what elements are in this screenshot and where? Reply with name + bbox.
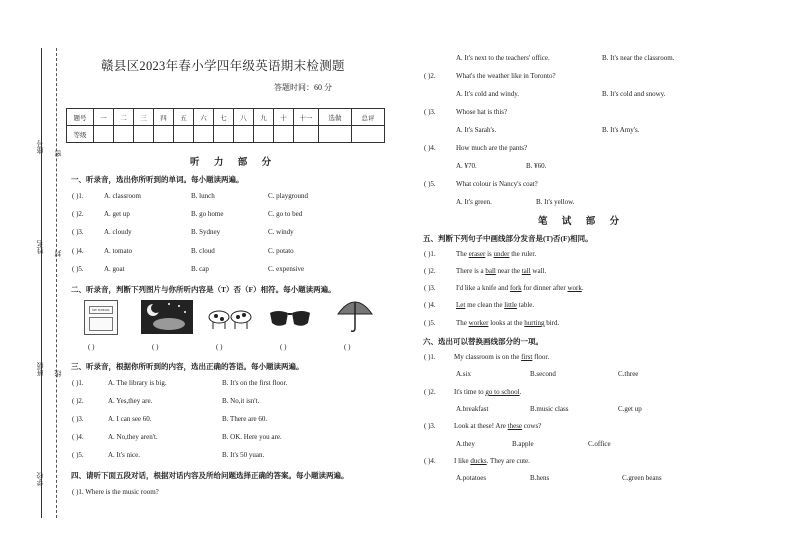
section1-heading: 一、听录音，选出你所听到的单词。每小题读两遍。 [71,175,244,184]
item-number: ( )2. [72,210,84,218]
option-a: A. It's cold and windy. [456,90,520,98]
score-cell: 七 [214,109,234,126]
time-limit: 答题时间：60 分 [274,83,332,92]
seal-line [56,48,57,518]
option-b: B. There are 60. [222,415,268,423]
score-cell: 总评 [352,109,385,126]
underlined-word: ball [485,267,496,275]
item-number: ( )4. [424,457,436,465]
option-c: C.green beans [622,474,662,482]
option-b: B. It's cold and snowy. [602,90,666,98]
option-b: B. It's Amy's. [602,126,640,134]
option-a: A. It's green. [456,198,492,206]
option-b: B. OK. Here you are. [222,433,282,441]
margin-label-class: 班级 [36,362,44,376]
margin-line [41,48,42,518]
sentence [456,285,584,292]
text: My classroom is on the [454,353,522,361]
text: me clean the [465,301,505,309]
underlined-word: Let [456,301,466,309]
item-number: ( )2. [424,267,436,275]
text: The [456,319,469,327]
option-b: B. go home [191,210,224,218]
question-text: What colour is Nancy's coat? [456,180,538,188]
option-a: A. It's nice. [108,451,140,459]
score-cell: 题号 [67,109,94,126]
text: floor. [532,353,550,361]
underlined-word: little [504,301,518,309]
item-number: ( )3. [72,415,84,423]
score-input-cell[interactable] [134,126,154,143]
option-a: A. The library is big. [108,379,167,387]
item-number: ( )3. [72,228,84,236]
section6-heading: 六、选出可以替换画线部分的一项。 [423,337,543,346]
text: for dinner after [521,284,568,292]
text: It's time to [454,388,486,396]
board-frame [89,317,113,331]
option-a: A. cloudy [104,228,132,236]
score-input-cell[interactable] [352,126,385,143]
option-a: A. goat [104,265,125,273]
score-cell: 二 [114,109,134,126]
underlined-word: worker [468,319,489,327]
option-a: A.they [456,440,475,448]
sentence [454,423,541,430]
option-b: B. Sydney [191,228,221,236]
score-grade-row [67,126,385,143]
option-a: A. get up [104,210,130,218]
underlined-word: eraser [468,250,486,258]
text: table. [517,301,535,309]
option-c: C.office [588,440,611,448]
text: cows? [522,422,542,430]
option-b: B. It's yellow. [536,198,575,206]
item-number: ( )3. [424,422,436,430]
option-c: C. expensive [268,265,305,273]
option-b: B.hens [530,474,550,482]
text: the ruler. [509,250,537,258]
answer-bracket[interactable]: ( ) [344,343,351,351]
score-cell: 十 [274,109,294,126]
score-cell: 十一 [294,109,319,126]
option-b: B. It's on the first floor. [222,379,288,387]
option-c: C. go to bed [268,210,303,218]
question-1: ( )1. Where is the music room? [72,488,159,496]
margin-label-number: 座号 [36,140,44,154]
item-number: ( )4. [72,433,84,441]
section4-heading: 四、请听下面五段对话，根据对话内容及所给问题选择正确的答案。每小题读两遍。 [71,471,349,480]
option-b: B. No,it isn't. [222,397,260,405]
sentence [456,320,559,327]
option-b: B. ¥60. [526,162,547,170]
score-input-cell[interactable] [274,126,294,143]
written-section-title: 笔 试 部 分 [538,217,626,227]
underlined-phrase: go to school [485,388,520,396]
section2-heading: 二、听录音，判断下列图片与你所听内容是（T）否（F）相符。每小题读两遍。 [71,285,336,294]
item-number: ( )3. [424,108,436,116]
score-cell: 六 [194,109,214,126]
answer-bracket[interactable]: ( ) [280,343,287,351]
option-b: B. cloud [191,247,215,255]
score-cell: 五 [174,109,194,126]
score-input-cell[interactable] [294,126,319,143]
question-text: How much are the pants? [456,144,528,152]
text: I'd like a knife and [456,284,510,292]
option-a: A.six [456,370,471,378]
score-cell: 选做 [319,109,352,126]
option-c: C. windy [268,228,294,236]
option-c: C.three [618,370,639,378]
item-number: ( )4. [424,144,436,152]
sentence [456,302,534,309]
text: The [456,250,469,258]
option-b: B.second [530,370,556,378]
score-cell: 等级 [67,126,94,143]
text: . [581,284,584,292]
item-number: ( )1. [72,379,84,387]
item-number: ( )4. [424,301,436,309]
option-b: B. It's near the classroom. [602,54,675,62]
score-input-cell[interactable] [154,126,174,143]
underlined-word: fork [509,284,522,292]
sentence [454,389,521,396]
margin-label-school: 学校 [36,472,44,486]
item-number: ( )5. [424,319,436,327]
option-c: C. playground [268,192,309,200]
option-c: C.get up [618,405,642,413]
item-number: ( )1. [72,192,84,200]
sentence [456,268,546,275]
option-a: A.potatoes [456,474,487,482]
option-a: A. classroom [104,192,141,200]
text: There is a [456,267,486,275]
option-a: A. ¥70. [456,162,477,170]
score-cell: 三 [134,109,154,126]
score-input-cell[interactable] [174,126,194,143]
option-a: A. I can see 60. [108,415,152,423]
section5-heading: 五、判断下列句子中画线部分发音是(T)否(F)相同。 [423,234,593,243]
score-header-row [67,109,385,126]
answer-bracket[interactable]: ( ) [152,343,159,351]
score-input-cell[interactable] [214,126,234,143]
sentence [454,458,530,465]
answer-bracket[interactable]: ( ) [88,343,95,351]
page-title: 赣县区2023年春小学四年级英语期末检测题 [101,59,345,73]
seal-mi: 密 [54,150,62,157]
text: looks at the [488,319,525,327]
item-number: ( )2. [424,388,436,396]
underlined-word: work [567,284,582,292]
underlined-word: under [493,250,510,258]
underlined-phrase: first [521,353,533,361]
text: near the [495,267,522,275]
item-number: ( )5. [72,265,84,273]
score-input-cell[interactable] [114,126,134,143]
text: bird. [544,319,560,327]
option-a: A. tomato [104,247,132,255]
option-a: A. It's Sarah's. [456,126,497,134]
item-number: ( )4. [72,247,84,255]
seal-feng: 封 [54,250,62,257]
item-number: ( )5. [424,180,436,188]
question-text: What's the weather like in Toronto? [456,72,556,80]
item-number: ( )5. [72,451,84,459]
item-number: ( )2. [424,72,436,80]
sentence [454,354,549,361]
answer-bracket[interactable]: ( ) [216,343,223,351]
seal-xian: 线 [54,370,62,377]
text: wall. [530,267,547,275]
option-a: A. It's next to the teachers' office. [456,54,550,62]
option-a: A.breakfast [456,405,489,413]
board-label: MY SCHOOL [89,306,113,314]
score-input-cell[interactable] [234,126,254,143]
underlined-phrase: ducks [470,457,487,465]
score-input-cell[interactable] [94,126,114,143]
score-input-cell[interactable] [254,126,274,143]
score-cell: 四 [154,109,174,126]
score-input-cell[interactable] [194,126,214,143]
underlined-word: tall [521,267,531,275]
score-table [66,108,385,143]
option-b: B.apple [512,440,534,448]
binding-margin [0,0,62,550]
question-text: Whose hat is this? [456,108,508,116]
section3-heading: 三、听录音，根据你所听到的内容，选出正确的答语。每小题读两遍。 [71,362,304,371]
night-sky-picture [139,298,195,336]
item-number: ( )3. [424,284,436,292]
item-number: ( )1. [424,353,436,361]
text: . They are cute. [486,457,530,465]
option-b: B. lunch [191,192,215,200]
score-cell: 一 [94,109,114,126]
score-cell: 九 [254,109,274,126]
umbrella-picture [334,294,376,334]
listening-section-title: 听 力 部 分 [190,158,278,168]
score-input-cell[interactable] [319,126,352,143]
sentence [456,251,536,258]
score-cell: 八 [234,109,254,126]
option-b: B.music class [530,405,569,413]
item-number: ( )1. [424,250,436,258]
school-board-picture [84,300,118,335]
text: Look at these! Are [454,422,508,430]
option-a: A. Yes,they are. [108,397,153,405]
item-number: ( )2. [72,397,84,405]
underlined-word: hurting [524,319,545,327]
underlined-phrase: these [507,422,523,430]
text: I like [454,457,471,465]
option-c: C. potato [268,247,294,255]
text: . [519,388,522,396]
margin-label-name: 姓名 [36,240,44,254]
cows-picture [207,307,253,331]
sunglasses-picture [268,307,312,329]
option-b: B. cap [191,265,209,273]
option-a: A. No,they aren't. [108,433,158,441]
text: is [485,250,494,258]
option-b: B. It's 50 yuan. [222,451,265,459]
